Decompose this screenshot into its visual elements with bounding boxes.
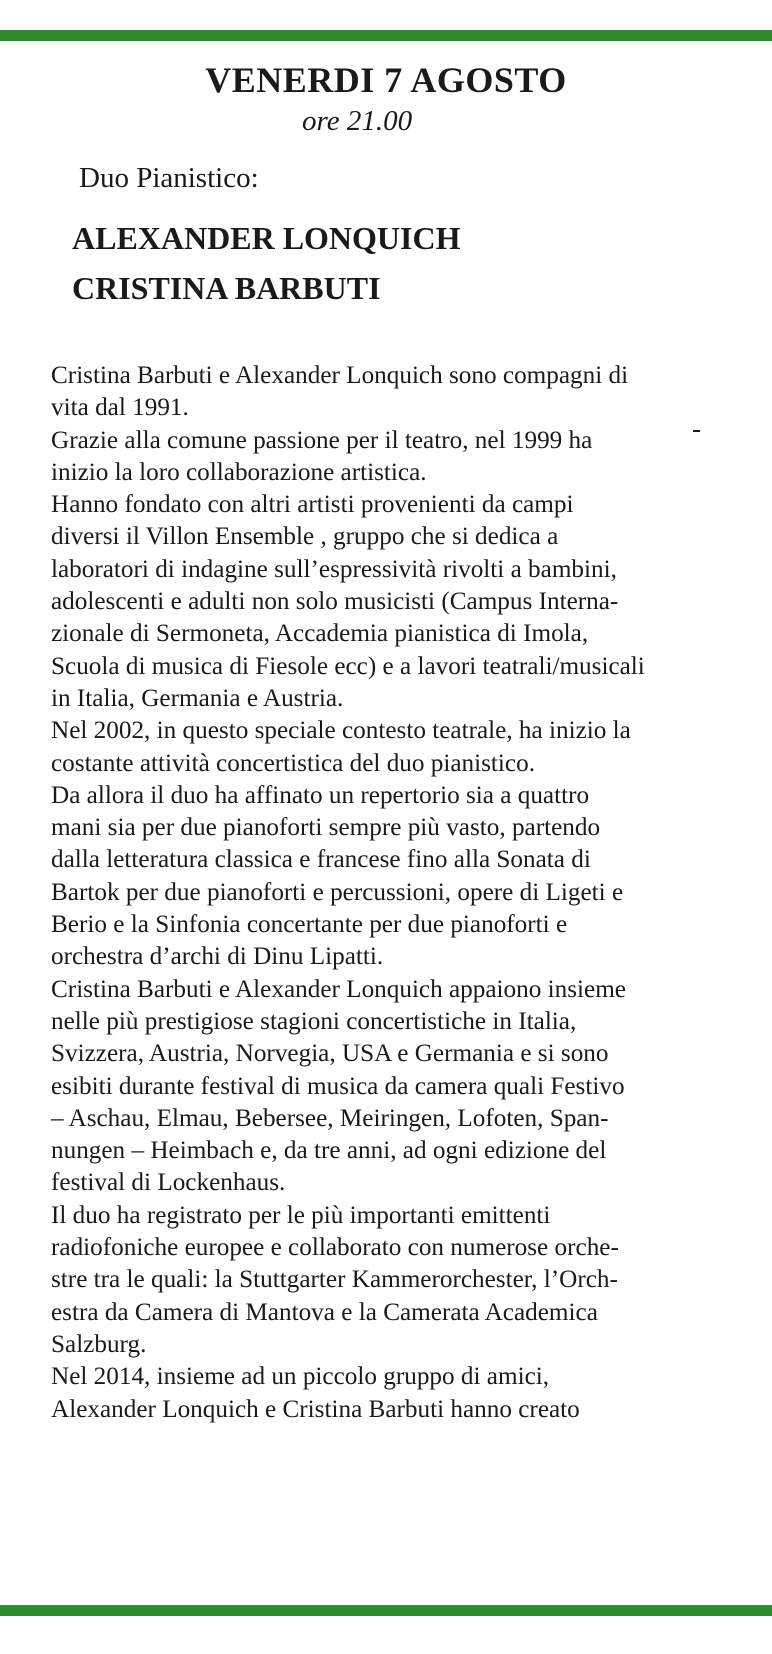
biography-line: nelle più prestigiose stagioni concertistiche in Italia,: [51, 1007, 577, 1035]
biography-line: adolescenti e adulti non solo musicisti (Campus Interna-: [51, 588, 619, 616]
biography-line: vita dal 1991.: [51, 394, 189, 422]
biography-line: nungen – Heimbach e, da tre anni, ad ogni edizione del: [51, 1137, 607, 1165]
biography-line: Nel 2014, insieme ad un piccolo gruppo di amici,: [51, 1363, 550, 1391]
performer-name: CRISTINA BARBUTI: [72, 270, 381, 306]
biography-line: stre tra le quali: la Stuttgarter Kammerorchester, l’Orch-: [51, 1266, 618, 1294]
biography-line: Berio e la Sinfonia concertante per due pianoforti e: [51, 911, 568, 939]
biography-line: zionale di Sermoneta, Accademia pianistica di Imola,: [51, 620, 589, 648]
biography-line: Svizzera, Austria, Norvegia, USA e Germania e si sono: [51, 1040, 609, 1068]
biography-line: Alexander Lonquich e Cristina Barbuti hanno creato: [51, 1395, 580, 1423]
biography-line: orchestra d’archi di Dinu Lipatti.: [51, 943, 384, 971]
biography-line: inizio la loro collaborazione artistica.: [51, 458, 427, 486]
biography-text: [51, 360, 741, 1426]
biography-line: laboratori di indagine sull’espressività rivolti a bambini,: [51, 555, 617, 583]
biography-line: esibiti durante festival di musica da camera quali Festivo: [51, 1072, 625, 1100]
biography-line: estra da Camera di Mantova e la Camerata Academica: [51, 1298, 598, 1326]
event-date: VENERDI 7 AGOSTO: [205, 60, 567, 100]
biography-line: Cristina Barbuti e Alexander Lonquich appaiono insieme: [51, 975, 626, 1003]
biography-line: Da allora il duo ha affinato un repertorio sia a quattro: [51, 781, 590, 809]
biography-line: Il duo ha registrato per le più importanti emittenti: [51, 1201, 551, 1229]
biography-line: Nel 2002, in questo speciale contesto teatrale, ha inizio la: [51, 717, 631, 745]
biography-line: costante attività concertistica del duo pianistico.: [51, 749, 535, 777]
bottom-border-bar: [0, 1605, 772, 1616]
top-border-bar: [0, 30, 772, 41]
biography-line: dalla letteratura classica e francese fino alla Sonata di: [51, 846, 591, 874]
event-time: ore 21.00: [302, 105, 413, 137]
biography-line: diversi il Villon Ensemble , gruppo che si dedica a: [51, 523, 559, 551]
biography-line: Cristina Barbuti e Alexander Lonquich sono compagni di: [51, 362, 629, 389]
biography-line: in Italia, Germania e Austria.: [51, 684, 344, 712]
biography-line: Hanno fondato con altri artisti provenienti da campi: [51, 491, 574, 519]
biography-line: Grazie alla comune passione per il teatro, nel 1999 ha: [51, 426, 593, 454]
biography-line: – Aschau, Elmau, Bebersee, Meiringen, Lofoten, Span-: [51, 1104, 609, 1132]
biography-line: festival di Lockenhaus.: [51, 1169, 286, 1197]
ensemble-label: Duo Pianistico:: [79, 162, 259, 194]
performer-name: ALEXANDER LONQUICH: [72, 220, 461, 256]
biography-line: radiofoniche europee e collaborato con numerose orche-: [51, 1234, 619, 1262]
biography-line: Bartok per due pianoforti e percussioni, opere di Ligeti e: [51, 878, 624, 906]
biography-line: Scuola di musica di Fiesole ecc) e a lavori teatrali/musicali: [51, 652, 645, 680]
biography-line: Salzburg.: [51, 1330, 147, 1358]
biography-line: mani sia per due pianoforti sempre più vasto, partendo: [51, 814, 601, 842]
